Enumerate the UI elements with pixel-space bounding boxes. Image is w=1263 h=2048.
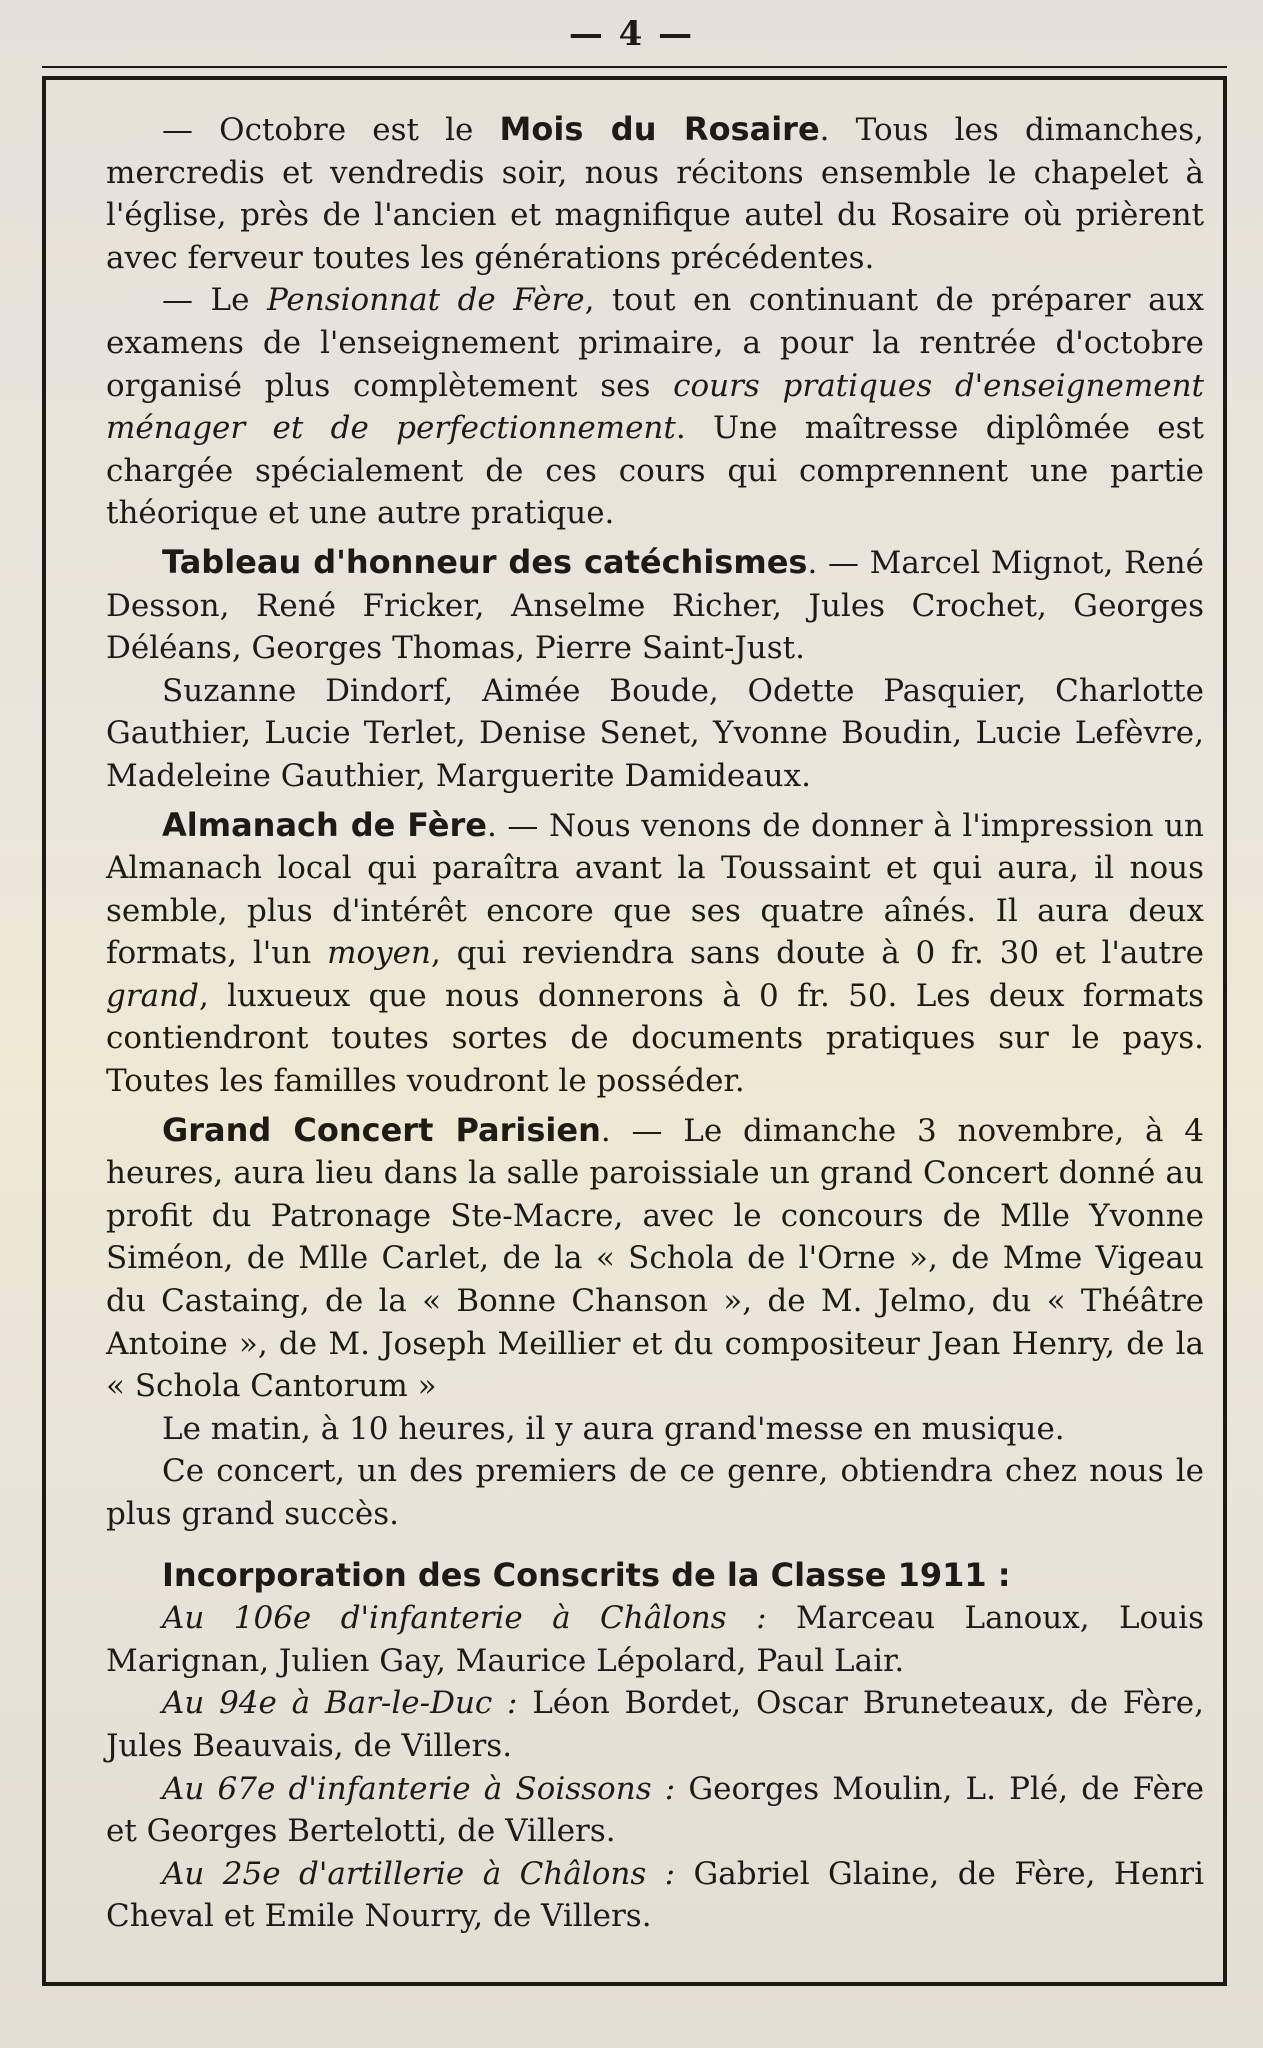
pensionnat-name: Pensionnat de Fère [266, 282, 585, 319]
rosaire-lead: — Octobre est le [162, 112, 500, 148]
tableau-girls: Suzanne Dindorf, Aimée Boude, Odette Pasquier, Charlotte Gauthier, Lucie Terlet, Denise Senet, Yvonne Boudin, Lucie Lefèvre, Madeleine Gauthier, Marguerite Damideaux. [106, 672, 1204, 794]
pensionnat-text-1: , tout en continuant de préparer aux examens de l'enseignement primaire, a pour la rentrée d'octobre organisé plus complètement ses [106, 282, 1205, 404]
almanach-text-1: . — Nous venons de donner à l'impression un Almanach local qui paraîtra avant la Toussaint et qui aura, il nous semble, plus d'intérêt encore que ses quatre aînés. Il aura deux formats, l'un [106, 807, 1204, 972]
conscrits-entry [106, 1853, 1204, 1938]
pensionnat-courses: cours pratiques d'enseignement ménager et de perfectionnement [106, 367, 1204, 447]
almanach-title: Almanach de Fère [162, 805, 487, 844]
pensionnat-lead: — Le [162, 282, 267, 319]
almanach-paragraph [106, 804, 1204, 1103]
pensionnat-text-2: . Une maîtresse diplômée est chargée spécialement de ces cours qui comprennent une partie théorique et une autre pratique. [106, 410, 1205, 532]
conscrits-unit: Au 106e d'infanterie à Châlons : [162, 1600, 767, 1637]
conscrits-names: Georges Moulin, L. Plé, de Fère et Georges Bertelotti, de Villers. [106, 1770, 1204, 1850]
concert-morning: Le matin, à 10 heures, il y aura grand'messe en musique. [162, 1410, 1065, 1447]
conscrits-names: Marceau Lanoux, Louis Marignan, Julien Gay, Maurice Lépolard, Paul Lair. [106, 1600, 1205, 1679]
conscrits-names: Gabriel Glaine, de Fère, Henri Cheval et Emile Nourry, de Villers. [106, 1855, 1204, 1935]
conscrits-unit: Au 67e d'infanterie à Soissons : [162, 1770, 676, 1807]
almanach-text-3: , luxueux que nous donnerons à 0 fr. 50. Les deux formats contiendront toutes sortes de documents pratiques sur le pays. Toutes les familles voudront le posséder. [106, 977, 1204, 1100]
page-number: — 4 — [568, 14, 695, 54]
rosaire-title: Mois du Rosaire [499, 110, 820, 148]
top-rule [42, 66, 1227, 68]
article-body [106, 108, 1204, 1938]
concert-text: . — Le dimanche 3 novembre, à 4 heures, aura lieu dans la salle paroissiale un grand Concert donné au profit du Patronage Ste-Macre, avec le concours de Mlle Yvonne Siméon, de Mlle Carlet, de la « Schola de l'Orne », de Mme Vigeau du Castaing, de la « Bonne Chanson », de M. Jelmo, du « Théâtre Antoine », de M. Joseph Meillier et du compositeur Jean Henry, de la « Schola Cantorum » [106, 1112, 1205, 1405]
conscrits-unit: Au 25e d'artillerie à Châlons : [162, 1855, 676, 1892]
concert-success-paragraph [106, 1450, 1204, 1535]
pensionnat-paragraph [106, 279, 1204, 535]
conscrits-entry [106, 1682, 1204, 1767]
almanach-grand: grand [106, 977, 199, 1014]
tableau-paragraph [106, 541, 1204, 670]
conscrits-entry [106, 1768, 1204, 1853]
tableau-girls-paragraph [106, 670, 1204, 798]
conscrits-unit: Au 94e à Bar-le-Duc : [162, 1685, 518, 1722]
almanach-moyen: moyen [327, 935, 431, 972]
conscrits-title: Incorporation des Conscrits de la Classe 1911 : [162, 1555, 1011, 1594]
concert-morning-paragraph [106, 1408, 1204, 1451]
conscrits-entry [106, 1597, 1204, 1682]
rosaire-paragraph [106, 108, 1204, 279]
concert-title: Grand Concert Parisien [162, 1110, 601, 1149]
tableau-title: Tableau d'honneur des catéchismes [162, 542, 808, 581]
conscrits-names: Léon Bordet, Oscar Bruneteaux, de Fère, Jules Beauvais, de Villers. [106, 1685, 1204, 1764]
rosaire-text: . Tous les dimanches, mercredis et vendredis soir, nous récitons ensemble le chapelet à l'église, près de l'ancien et magnifique autel du Rosaire où prièrent avec ferveur toutes les générations précédentes. [106, 112, 1204, 276]
concert-paragraph [106, 1109, 1204, 1408]
conscrits-heading [106, 1554, 1204, 1598]
tableau-boys: . — Marcel Mignot, René Desson, René Fricker, Anselme Richer, Jules Crochet, Georges Déléans, Georges Thomas, Pierre Saint-Just. [106, 544, 1204, 667]
almanach-text-2: , qui reviendra sans doute à 0 fr. 30 et l'autre [430, 935, 1204, 972]
concert-success: Ce concert, un des premiers de ce genre, obtiendra chez nous le plus grand succès. [106, 1453, 1204, 1532]
